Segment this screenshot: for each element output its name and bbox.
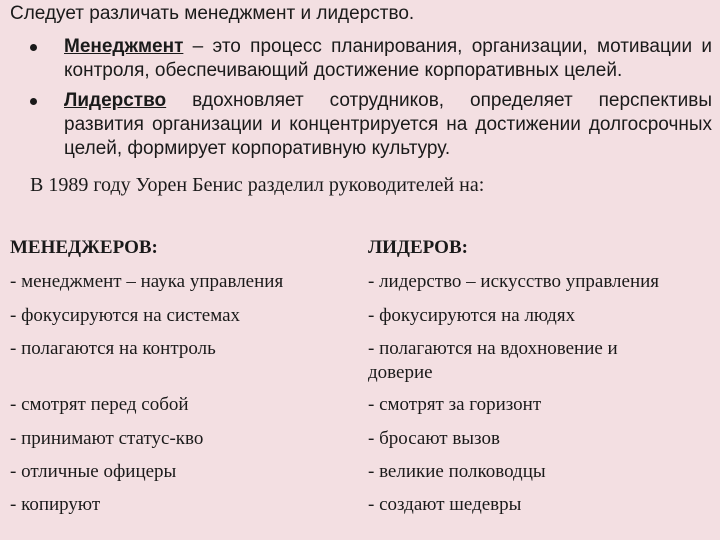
leaders-item: - фокусируются на людях: [368, 305, 576, 326]
managers-item: - полагаются на контроль: [10, 338, 216, 359]
term-leadership: Лидерство: [64, 90, 167, 111]
leaders-item: - полагаются на вдохновение и доверие: [368, 338, 618, 383]
leaders-heading: ЛИДЕРОВ:: [368, 237, 468, 258]
managers-item: - фокусируются на системах: [10, 305, 241, 326]
intro-text: Следует различать менеджмент и лидерство.: [10, 3, 415, 24]
managers-heading: МЕНЕДЖЕРОВ:: [10, 237, 158, 258]
managers-item: - отличные офицеры: [10, 461, 177, 482]
term-management: Менеджмент: [64, 36, 184, 57]
bullet-icon: [30, 44, 37, 51]
leaders-item: - лидерство – искусство управления: [368, 271, 660, 292]
managers-item: - смотрят перед собой: [10, 394, 189, 415]
bullet-icon: [30, 98, 37, 105]
definitions-list: [30, 35, 712, 161]
definition-management: [30, 35, 712, 83]
managers-item: - копируют: [10, 494, 101, 515]
leaders-item: - великие полководцы: [368, 461, 546, 482]
definition-leadership-text: вдохновляет сотрудников, определяет перспективы развития организации и концентрируется на достижении долгосрочных целей, формирует корпоративную культуру.: [64, 90, 712, 159]
leaders-item: - бросают вызов: [368, 428, 500, 449]
managers-item: - менеджмент – наука управления: [10, 271, 284, 292]
managers-item: - принимают статус-кво: [10, 428, 204, 449]
leaders-item: - смотрят за горизонт: [368, 394, 542, 415]
definition-leadership: [30, 89, 712, 161]
definition-management-text: – это процесс планирования, организации, мотивации и контроля, обеспечивающий достижение корпоративных целей.: [64, 36, 712, 81]
history-text: В 1989 году Уорен Бенис разделил руководителей на:: [30, 174, 485, 196]
leaders-item: - создают шедевры: [368, 494, 522, 515]
